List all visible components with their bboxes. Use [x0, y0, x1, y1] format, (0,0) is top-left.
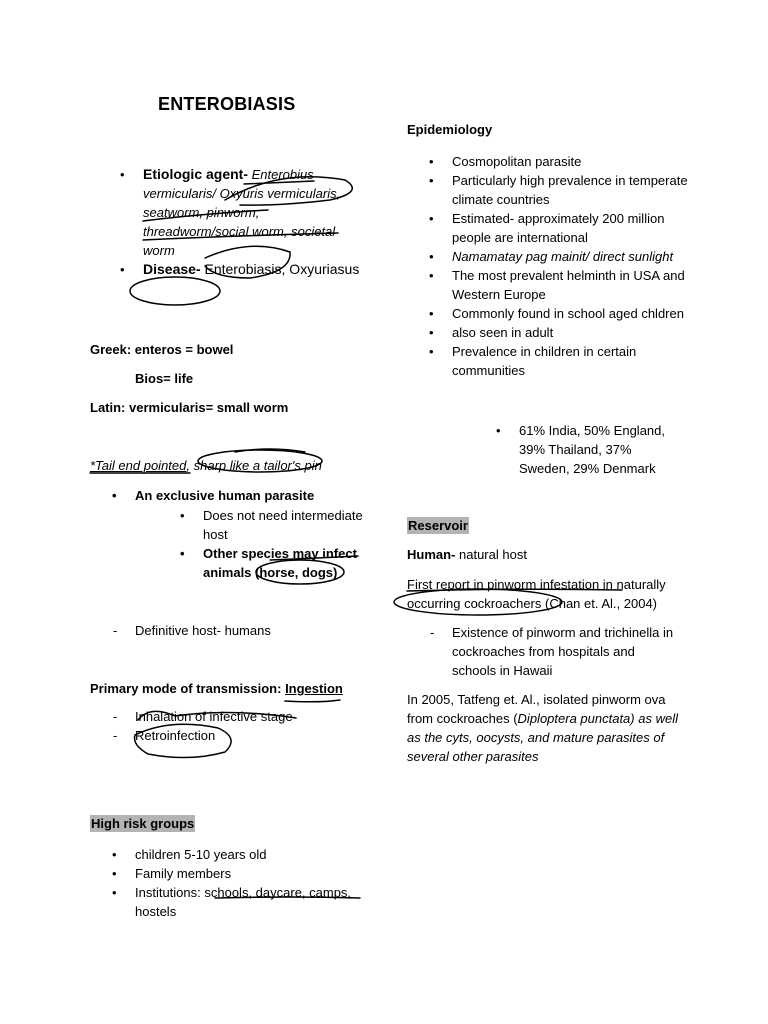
- high-risk-item: • Institutions: schools, daycare, camps, hostels: [135, 883, 375, 921]
- page-title: ENTEROBIASIS: [158, 94, 296, 114]
- disease-text: Enterobiasis, Oxyuriasus: [200, 261, 360, 277]
- epidemiology-heading: Epidemiology: [407, 122, 493, 137]
- other-species-item: • Other species may infect animals (horse, dogs): [203, 544, 373, 582]
- etiologic-agent-item: [143, 165, 361, 260]
- definitive-host: - Definitive host- humans: [135, 623, 271, 638]
- tail-note-underlined: *Tail end pointed: [90, 458, 187, 473]
- high-risk-list: [135, 845, 375, 921]
- epidemiology-item: • also seen in adult: [452, 323, 688, 342]
- parasite-list: [135, 486, 395, 505]
- high-risk-heading: [90, 816, 195, 831]
- epidemiology-item: • Prevalence in children in certain communities: [452, 342, 688, 380]
- epidemiology-item: • Particularly high prevalence in temperate climate countries: [452, 171, 688, 209]
- epidemiology-item: • The most prevalent helminth in USA and Western Europe: [452, 266, 688, 304]
- transmission-item-retroinfection: - Retroinfection: [135, 728, 215, 743]
- first-report: First report in pinworm infestation in naturally occurring cockroachers (Chan et. Al., 2004): [407, 577, 666, 611]
- human-host-label: Human-: [407, 547, 456, 562]
- ink-circle-oxyuriasus: [130, 277, 220, 305]
- high-risk-item: • Family members: [135, 864, 375, 883]
- tail-note-rest: , sharp like a tailor's pin: [186, 458, 322, 473]
- tatfeng-paragraph: [407, 690, 685, 766]
- bios-etymology: Bios= life: [135, 371, 194, 386]
- human-host: [407, 547, 527, 562]
- transmission-item-inhalation: - Inhalation of infective stage: [135, 709, 293, 724]
- greek-etymology: Greek: enteros = bowel: [90, 342, 234, 357]
- high-risk-heading-text: High risk groups: [91, 816, 195, 831]
- reservoir-heading-text: Reservoir: [408, 518, 468, 533]
- parasite-sublist: [203, 506, 373, 582]
- prevalence-sublist: [519, 421, 679, 478]
- ink-underline: [285, 700, 340, 702]
- epidemiology-item: • Namamatay pag mainit/ direct sunlight: [452, 247, 688, 266]
- epidemiology-item: • Cosmopolitan parasite: [452, 152, 688, 171]
- epidemiology-item: • Commonly found in school aged chldren: [452, 304, 688, 323]
- epidemiology-list: [452, 152, 688, 380]
- epidemiology-item: • Estimated- approximately 200 million people are international: [452, 209, 688, 247]
- reservoir-heading: [407, 518, 469, 533]
- exclusive-parasite-item: • An exclusive human parasite: [135, 486, 395, 505]
- high-risk-item: • children 5-10 years old: [135, 845, 375, 864]
- disease-item: [143, 260, 361, 279]
- existence-item: - Existence of pinworm and trichinella in cockroaches from hospitals and schools in Hawaii: [452, 623, 682, 680]
- tatfeng-italic: Diploptera punctata) as well as the cyts, oocysts, and mature parasites of several other parasites: [407, 711, 678, 764]
- tatfeng-text: In 2005, Tatfeng et. Al., isolated pinworm ova from cockroaches (: [407, 692, 666, 726]
- ink-scribble-tailor-pin: [235, 449, 305, 452]
- transmission-value: Ingestion: [285, 681, 343, 696]
- etiologic-agent-label: Etiologic agent-: [143, 166, 248, 182]
- etiology-list: [143, 165, 361, 279]
- human-host-text: natural host: [455, 547, 527, 562]
- etiologic-agent-text: Enterobius vermicularis/ Oxyuris vermicularis, seatworm, pinworm, threadworm/social worm, societal worm: [143, 167, 341, 258]
- prevalence-item: • 61% India, 50% England, 39% Thailand, 37% Sweden, 29% Denmark: [519, 421, 679, 478]
- tail-note: [90, 458, 322, 473]
- disease-label: Disease-: [143, 261, 201, 277]
- transmission-mode: [90, 681, 343, 696]
- transmission-label: Primary mode of transmission:: [90, 681, 286, 696]
- intermediate-host-item: • Does not need intermediate host: [203, 506, 373, 544]
- latin-etymology: Latin: vermicularis= small worm: [90, 400, 289, 415]
